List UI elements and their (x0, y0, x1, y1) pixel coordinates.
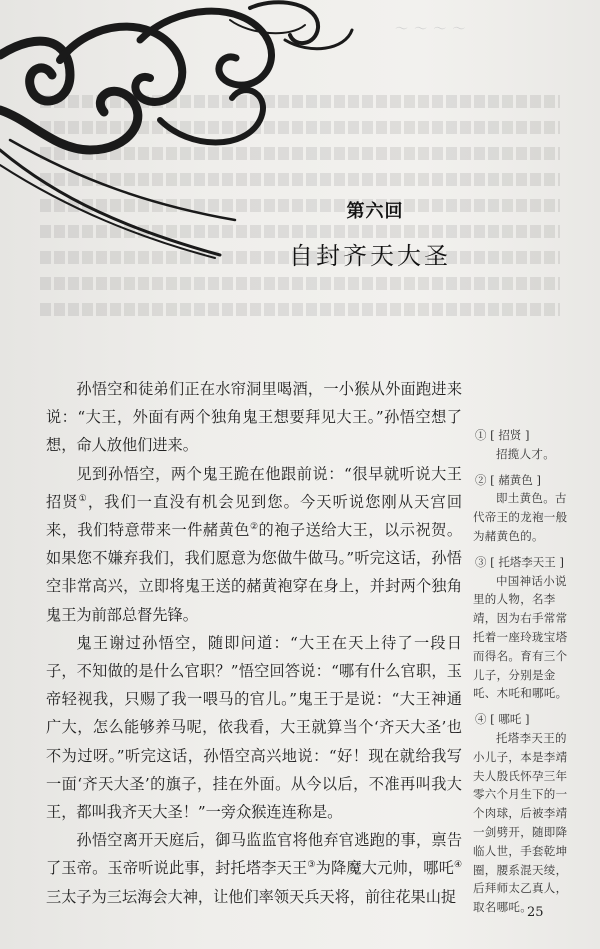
paragraph: 孙悟空和徒弟们正在水帘洞里喝酒，一小猴从外面跑进来说：“大王，外面有两个独角鬼王想要拜见大王。”孙悟空想了想，命人放他们进来。 (46, 380, 462, 455)
running-header-decoration: 〜 〜 〜 〜 (395, 22, 467, 37)
chapter-title: 自封齐天大圣 (289, 242, 451, 270)
note-term: 托塔李天王 (498, 554, 556, 569)
note-term: 招贤 (498, 428, 522, 442)
paragraph: 见到孙悟空，两个鬼王跪在他跟前说：“很早就听说大王招贤①，我们一直没有机会见到您。今天听说您刚从天宫回来，我们特意带来一件赭黄色②的袍子送给大王，以示祝贺。如果您不嫌弃我们，我们愿意为您做牛做马。”听完这话，孙悟空非常高兴，立即将鬼王送的赭黄袍穿在身上，并封两个独角鬼王为前部总督先锋。 (46, 464, 463, 624)
note-2: ② [ 赭黄色 ] 即土黄色。古代帝王的龙袍一般为赭黄色的。 (473, 472, 568, 543)
footnote-marker[interactable]: ② (249, 521, 259, 532)
note-4: ④ [ 哪吒 ] 托塔李天王的小儿子，本是李靖夫人殷氏怀孕三年零六个月生下的一个肉球，后被李靖一剑劈开，随即降临人世，手套乾坤圈，腰系混天绫，后拜师太乙真人，取名哪吒。 (473, 712, 568, 915)
note-term: 哪吒 (498, 712, 522, 727)
chapter-number: 第六回 (346, 201, 404, 222)
paragraph: 鬼王谢过孙悟空，随即问道：“大王在天上待了一段日子，不知做的是什么官职？”悟空回答说：“哪有什么官职，玉帝轻视我，只赐了我一喂马的官儿。”鬼王于是说：“大王神通广大，怎么能够养马呢，依我看，大王就算当个‘齐天大圣’也不为过呀。”听完这话，孙悟空高兴地说：“好！现在就给我写一面‘齐天大圣’的旗子，挂在外面。从今以后，不准再叫我大王，都叫我齐天大圣！”一旁众猴连连称是。 (46, 633, 462, 822)
note-term: 赭黄色 (498, 472, 533, 487)
footnote-marker[interactable]: ④ (453, 860, 463, 871)
footnote-marker[interactable]: ③ (307, 860, 316, 871)
note-3: ③ [ 托塔李天王 ] 中国神话小说里的人物，名李靖，因为右手常常托着一座玲珑宝塔而得名。育有三个儿子，分别是金吒、木吒和哪吒。 (473, 554, 568, 701)
main-text (46, 375, 462, 911)
paragraph: 孙悟空离开天庭后，御马监监官将他弃官逃跑的事，禀告了玉帝。玉帝听说此事，封托塔李天王③为降魔大元帅，哪吒④三太子为三坛海会大神，让他们率领天兵天将，前往花果山捉 (46, 831, 463, 906)
page-number: 25 (527, 905, 544, 920)
note-1: ① [ 招贤 ] 招揽人才。 (475, 428, 555, 461)
margin-notes (473, 426, 575, 924)
footnote-marker[interactable]: ① (78, 493, 88, 504)
